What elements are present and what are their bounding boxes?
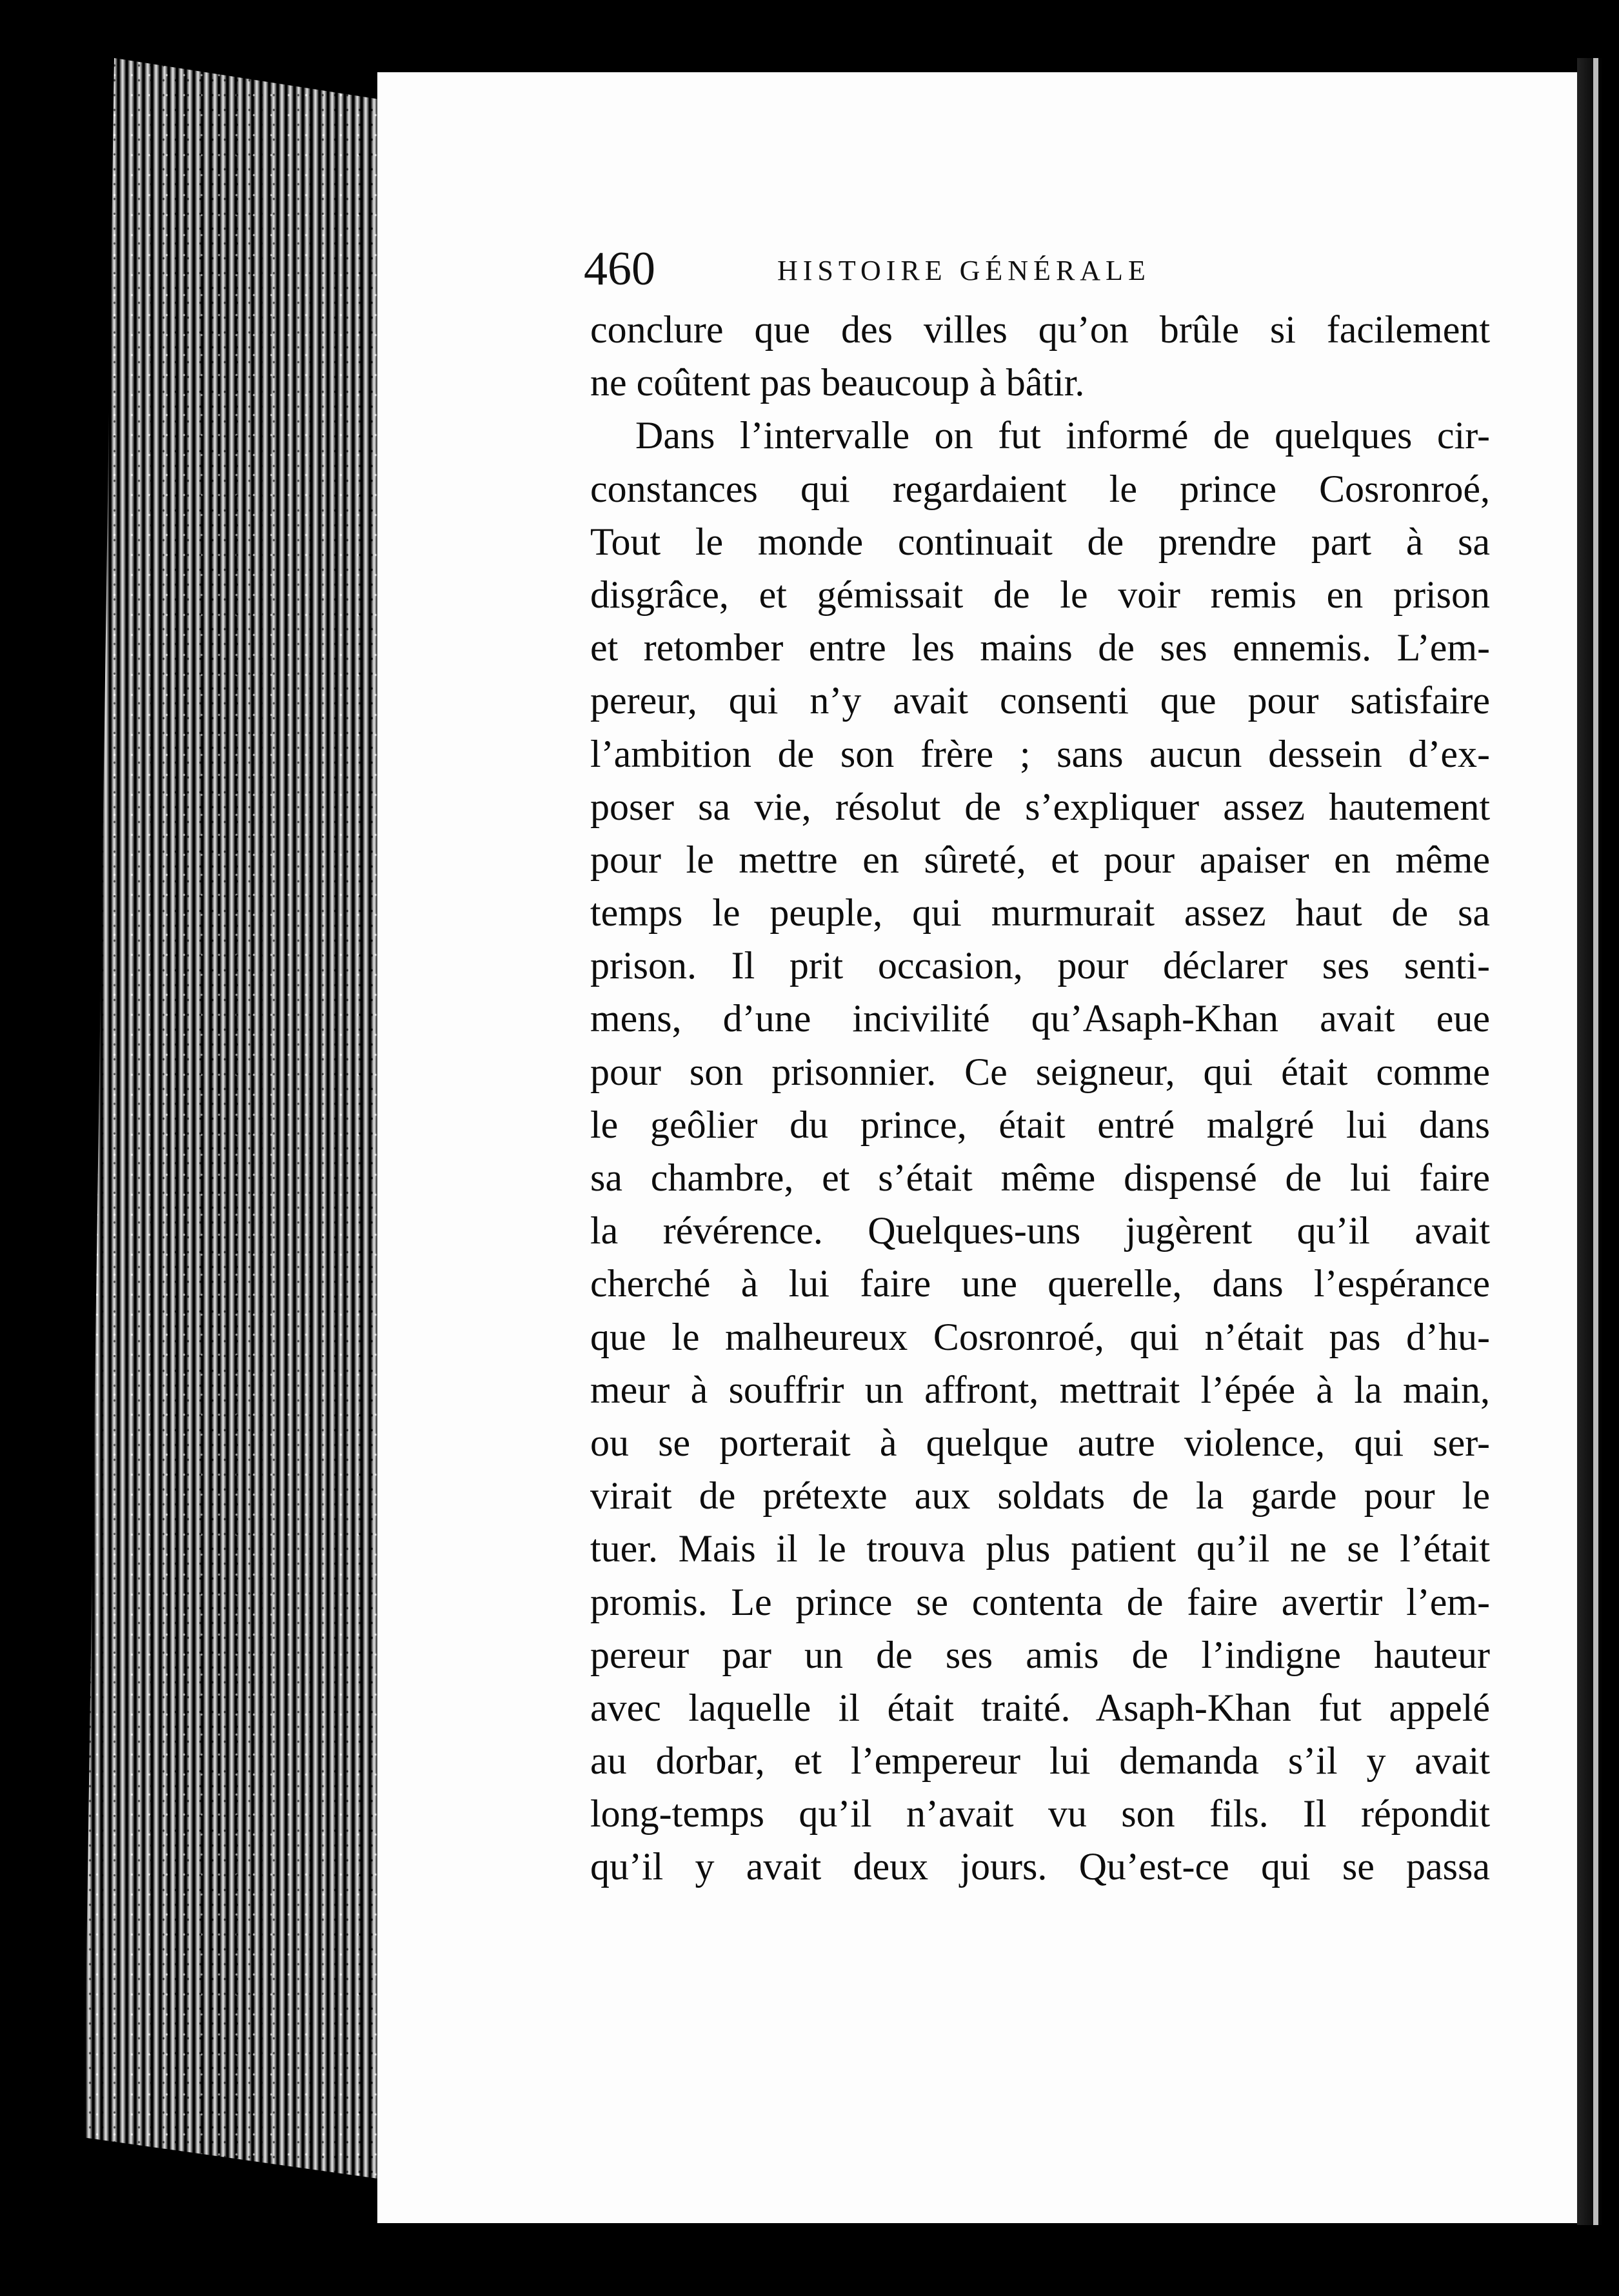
text-line: poser sa vie, résolut de s’expliquer assez hautement — [590, 785, 1490, 828]
text-line: constances qui regardaient le prince Cosronroé, — [590, 467, 1490, 510]
body-text — [590, 303, 1490, 1894]
page-edges — [84, 58, 387, 2180]
text-line: disgrâce, et gémissait de le voir remis en prison — [590, 573, 1490, 616]
text-line: que le malheureux Cosronroé, qui n’était pas d’hu- — [590, 1315, 1490, 1358]
text-line: cherché à lui faire une querelle, dans l’espérance — [590, 1262, 1490, 1305]
text-line: Dans l’intervalle on fut informé de quelques cir- — [635, 414, 1490, 457]
text-line: long-temps qu’il n’avait vu son fils. Il répondit — [590, 1792, 1490, 1836]
text-line: tuer. Mais il le trouva plus patient qu’il ne se l’était — [590, 1527, 1490, 1570]
text-line: mens, d’une incivilité qu’Asaph-Khan avait eue — [590, 997, 1490, 1040]
text-line: temps le peuple, qui murmurait assez haut de sa — [590, 891, 1490, 935]
text-line: pereur par un de ses amis de l’indigne hauteur — [590, 1633, 1490, 1676]
right-page-edge — [1593, 58, 1598, 2225]
text-line: au dorbar, et l’empereur lui demanda s’il y avait — [590, 1739, 1490, 1783]
running-title: HISTOIRE GÉNÉRALE — [777, 255, 1151, 286]
page-number: 460 — [584, 242, 655, 295]
page-header — [584, 240, 1493, 298]
text-line: sa chambre, et s’était même dispensé de lui faire — [590, 1156, 1490, 1199]
text-line: prison. Il prit occasion, pour déclarer ses senti- — [590, 944, 1490, 987]
text-line: pour son prisonnier. Ce seigneur, qui était comme — [590, 1050, 1490, 1093]
text-line: avec laquelle il était traité. Asaph-Khan fut appelé — [590, 1686, 1490, 1729]
text-line: et retomber entre les mains de ses ennemis. L’em- — [590, 626, 1490, 669]
text-line: ne coûtent pas beaucoup à bâtir. — [590, 361, 1085, 404]
text-line: Tout le monde continuait de prendre part à sa — [590, 520, 1490, 563]
text-line: virait de prétexte aux soldats de la garde pour le — [590, 1474, 1490, 1518]
text-line: qu’il y avait deux jours. Qu’est-ce qui se passa — [590, 1845, 1490, 1888]
text-line: pour le mettre en sûreté, et pour apaiser en même — [590, 838, 1490, 881]
text-line: le geôlier du prince, était entré malgré lui dans — [590, 1103, 1490, 1146]
text-line: conclure que des villes qu’on brûle si facilement — [590, 308, 1490, 351]
text-line: ou se porterait à quelque autre violence, qui ser- — [590, 1421, 1490, 1464]
text-line: la révérence. Quelques-uns jugèrent qu’il avait — [590, 1209, 1490, 1252]
text-line: promis. Le prince se contenta de faire avertir l’em- — [590, 1580, 1490, 1623]
text-line: pereur, qui n’y avait consenti que pour satisfaire — [590, 679, 1490, 722]
right-page-shadow — [1577, 58, 1603, 2225]
text-line: meur à souffrir un affront, mettrait l’épée à la main, — [590, 1368, 1490, 1411]
text-line: l’ambition de son frère ; sans aucun dessein d’ex- — [590, 732, 1490, 775]
